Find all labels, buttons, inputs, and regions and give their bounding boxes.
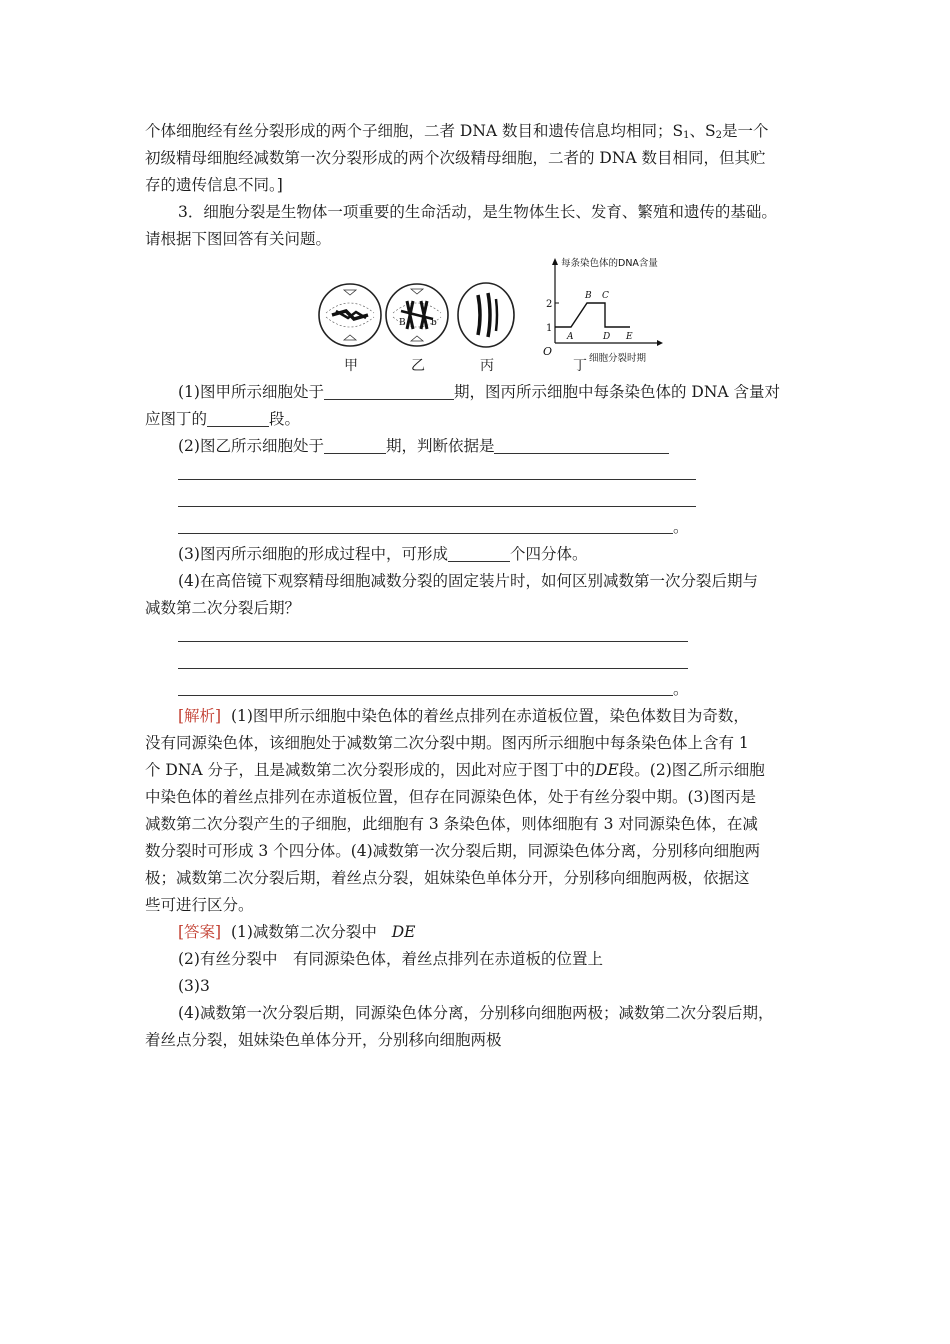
subscript: 1 [683,130,690,141]
point-A: A [567,332,574,342]
answer-blank-line[interactable] [178,668,688,669]
text: 个四分体。 [509,545,588,563]
graph-xlabel: 细胞分裂时期 [589,353,647,364]
label-ding: 丁 [573,358,587,374]
para-line: 初级精母细胞经减数第一次分裂形成的两个次级精母细胞，二者的 DNA 数目相同，但其贮 [145,149,766,167]
para-line: 存的遗传信息不同。] [145,176,283,194]
answer-blank[interactable] [448,543,510,562]
sub-question-4: 减数第二次分裂后期？ [145,599,301,617]
answer-blank[interactable] [324,381,454,400]
text: 、S [689,122,716,140]
answer-line [145,622,825,649]
answer-blank-line[interactable] [178,506,696,507]
analysis-line: 减数第二次分裂产生的子细胞，此细胞有 3 条染色体，则体细胞有 3 对同源染色体，在减 [145,815,758,833]
analysis-line: 中染色体的着丝点排列在赤道板位置，但存在同源染色体，处于有丝分裂中期。(3)图丙是 [145,788,756,806]
text: (1)减数第二次分裂中 [230,923,377,941]
sub-question-4: (4)在高倍镜下观察精母细胞减数分裂的固定装片时，如何区别减数第一次分裂后期与 [178,572,758,590]
sub-question-1 [145,406,825,433]
answer-blank-line[interactable] [178,695,673,696]
text: 是一个 [722,122,769,140]
analysis-line: 没有同源染色体，该细胞处于减数第二次分裂中期。图丙所示细胞中每条染色体上含有 1 [145,734,749,752]
period: 。 [673,680,689,698]
cell-yi [386,284,448,346]
sub-question-2 [145,433,825,460]
answer-blank-line[interactable] [178,479,696,480]
cell-jia [319,284,381,346]
answer-blank-line[interactable] [178,641,688,642]
text: (1)图甲所示细胞中染色体的着丝点排列在赤道板位置，染色体数目为奇数， [230,707,749,725]
text: 个 DNA 分子，且是减数第二次分裂形成的，因此对应于图丁中的 [145,761,596,779]
answer-line: (4)减数第一次分裂后期，同源染色体分离，分别移向细胞两极；减数第二次分裂后期， [178,1004,774,1022]
graph-origin: O [543,345,553,358]
answer-line [145,460,825,487]
analysis-line: 数分裂时可形成 3 个四分体。(4)减数第一次分裂后期，同源染色体分离，分别移向细胞两 [145,842,761,860]
answer-blank[interactable] [324,435,386,454]
answer-line: 着丝点分裂，姐妹染色单体分开，分别移向细胞两极 [145,1031,502,1049]
cell-division-figure [145,257,825,375]
text: 期，判断依据是 [385,437,495,455]
ytick-1: 1 [546,323,553,334]
answer-tag: [答案] [178,923,222,941]
answer-line [145,487,825,514]
answer-blank[interactable] [494,435,669,454]
question-3-stem: 请根据下图回答有关问题。 [145,230,332,248]
analysis-line [145,703,825,730]
answer-line [145,514,825,541]
sub-question-1 [145,379,825,406]
dna-curve [555,303,630,327]
answer-line [145,919,825,946]
text: (3)图丙所示细胞的形成过程中，可形成 [178,545,448,563]
label-jia: 甲 [344,358,358,374]
graph-ylabel: 每条染色体的DNA含量 [561,258,658,269]
yi-letter-B: B [399,318,406,328]
answer-blank[interactable] [207,408,269,427]
period: 。 [673,518,689,536]
question-3-stem: 3．细胞分裂是生物体一项重要的生命活动，是生物体生长、发育、繁殖和遗传的基础。 [178,203,777,221]
document-page [145,118,825,1054]
text: (2)图乙所示细胞处于 [178,437,324,455]
text: 段。(2)图乙所示细胞 [618,761,765,779]
label-bing: 丙 [480,358,494,374]
text: 应图丁的 [145,410,208,428]
answer-blank-line[interactable] [178,533,673,534]
analysis-line: 极；减数第二次分裂后期，着丝点分裂，姐妹染色单体分开，分别移向细胞两极，依据这 [145,869,750,887]
text: 期，图丙所示细胞中每条染色体的 DNA 含量对 [453,383,781,401]
text: 个体细胞经有丝分裂形成的两个子细胞，二者 DNA 数目和遗传信息均相同；S [145,122,684,140]
point-B: B [585,291,592,301]
analysis-tag: [解析] [178,707,222,725]
answer-line [145,649,825,676]
cell-bing [458,283,514,347]
point-C: C [602,291,609,301]
point-E: E [626,332,633,342]
answer-line [145,676,825,703]
ytick-2: 2 [546,299,553,310]
yi-letter-b: b [431,318,437,328]
para-line [145,118,825,145]
point-D: D [603,332,611,342]
text: (1)图甲所示细胞处于 [178,383,324,401]
sub-question-3 [145,541,825,568]
subscript: 2 [715,130,723,141]
text: DE [595,761,619,779]
text: DE [391,923,416,941]
analysis-line [145,757,825,784]
text: 段。 [269,410,301,428]
label-yi: 乙 [411,358,425,374]
answer-line: (3)3 [178,977,210,995]
answer-line: (2)有丝分裂中 有同源染色体，着丝点排列在赤道板的位置上 [178,950,603,968]
analysis-line: 些可进行区分。 [145,896,254,914]
graph-ding [543,257,663,364]
